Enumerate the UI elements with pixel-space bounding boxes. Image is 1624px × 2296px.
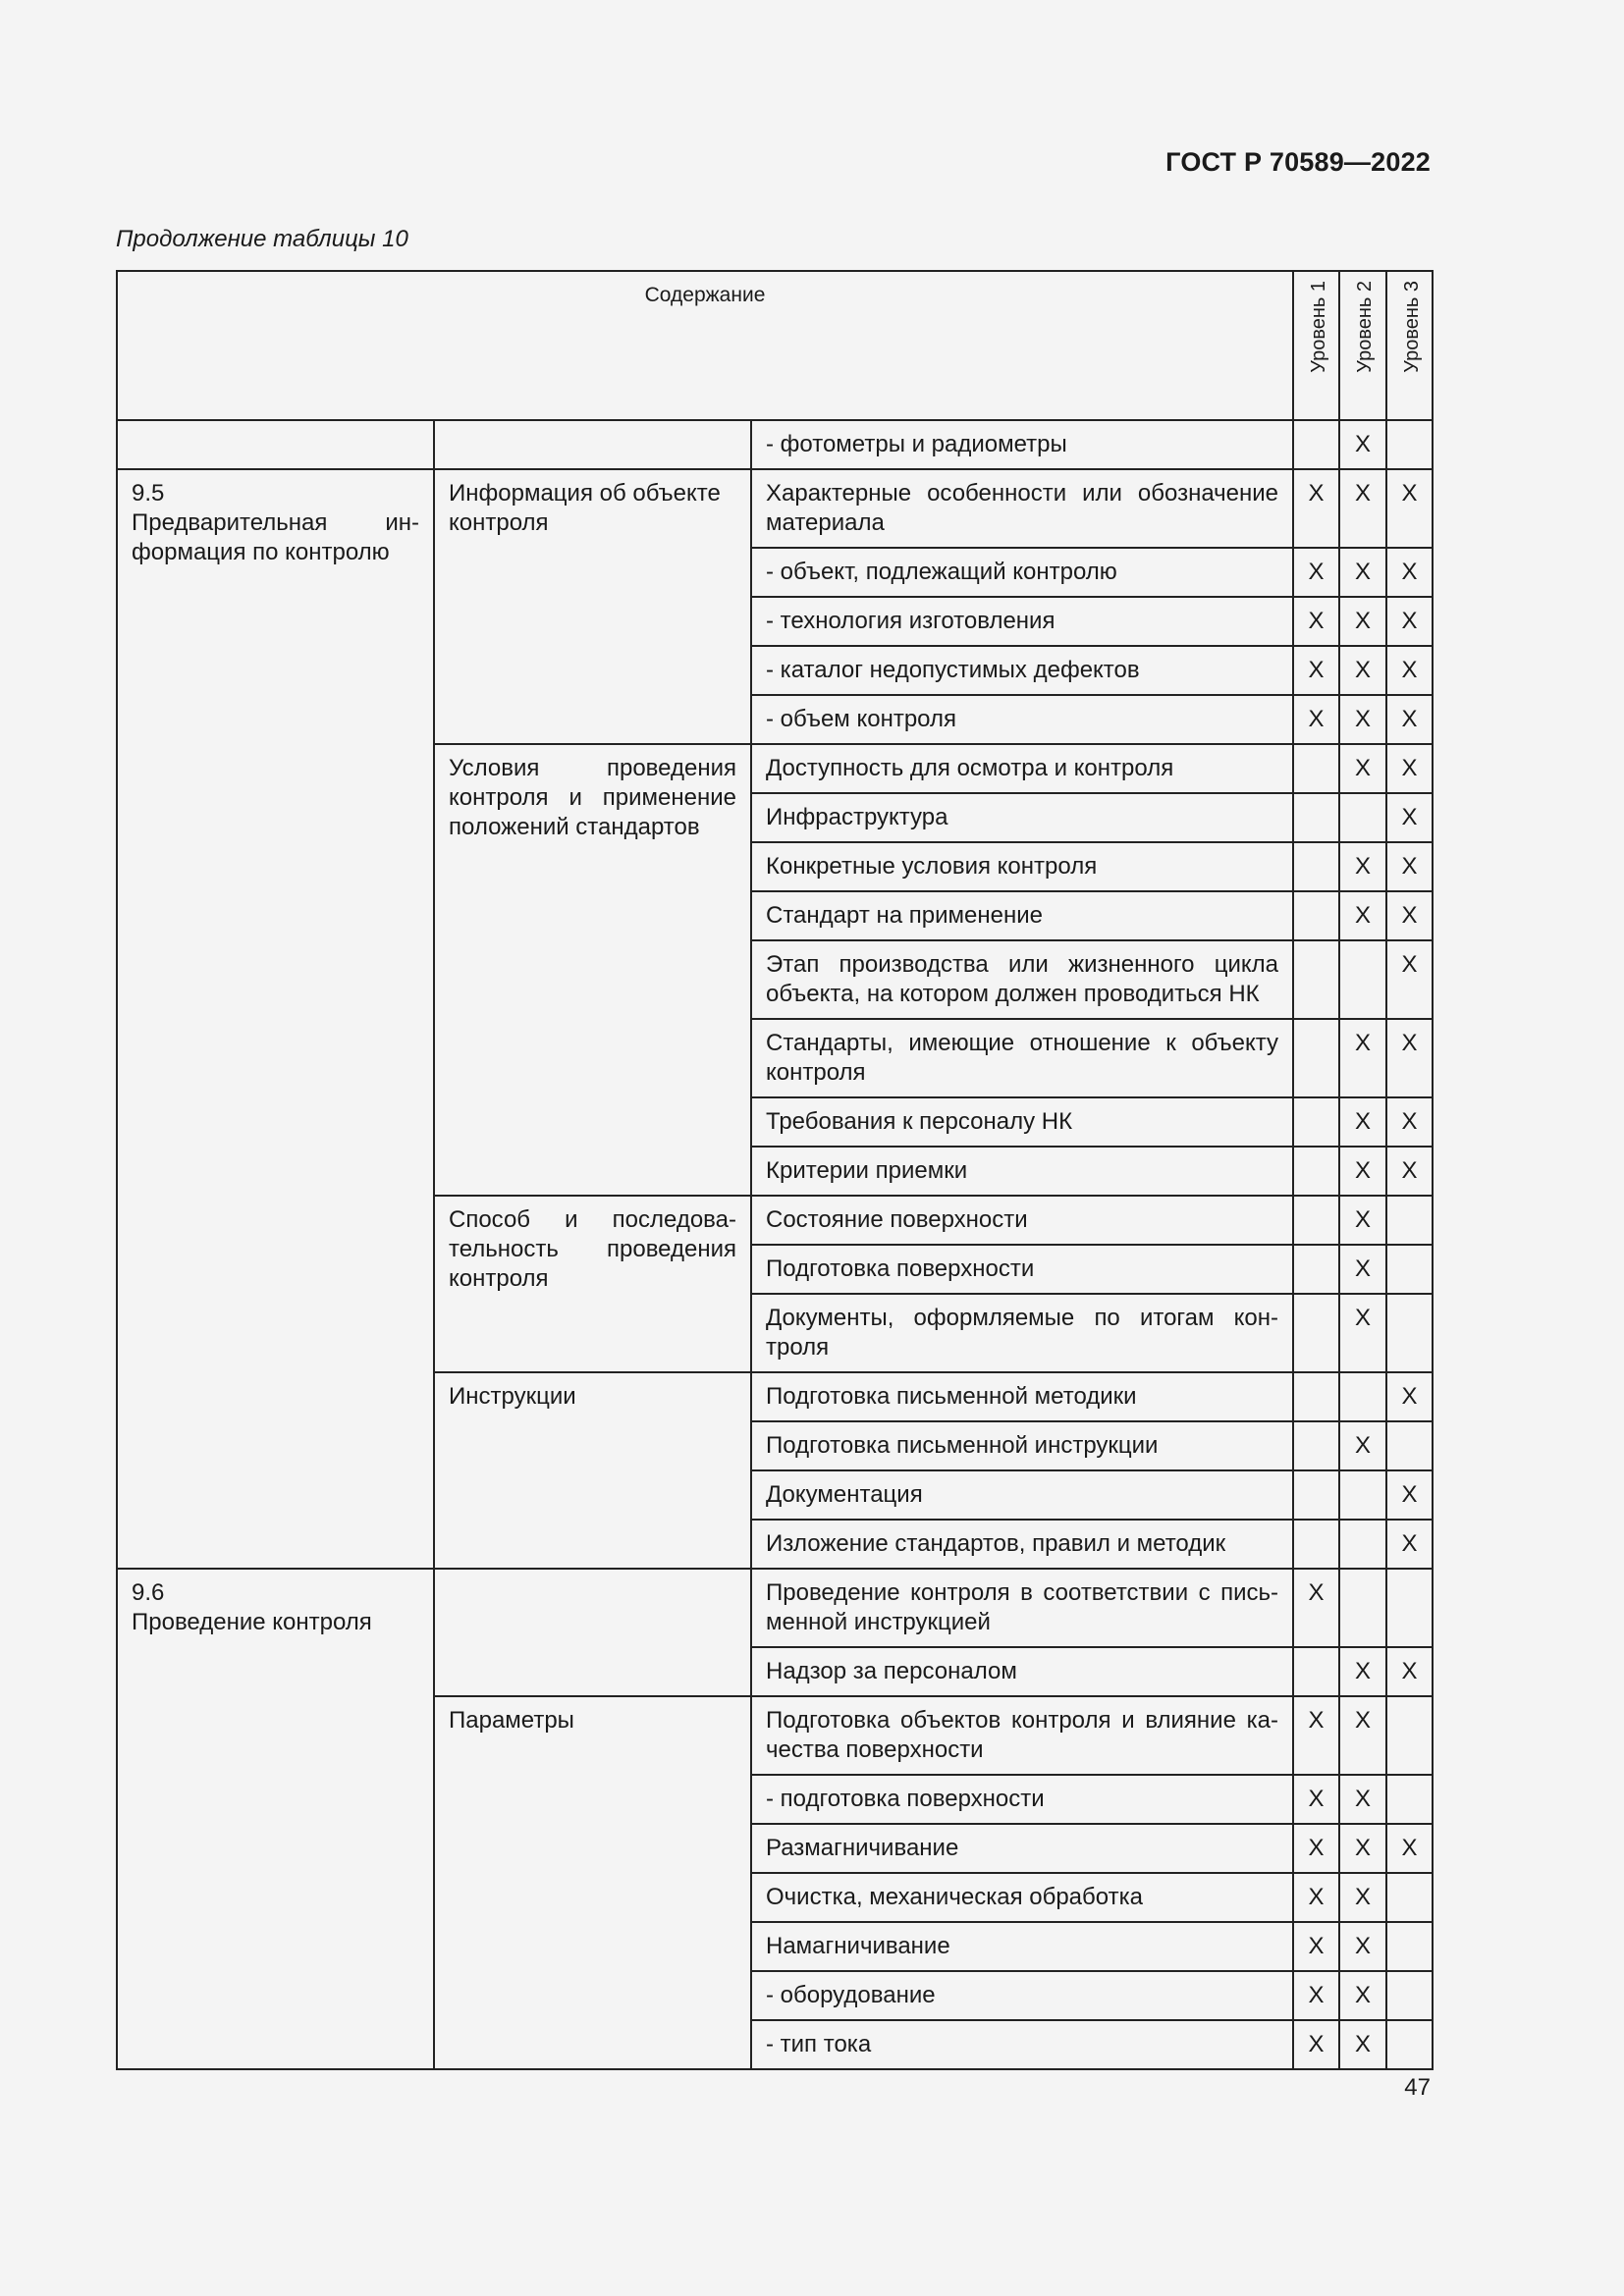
empty-cell — [434, 420, 751, 469]
item-cell: - оборудование — [751, 1971, 1293, 2020]
level-2-mark: X — [1339, 1873, 1386, 1922]
level-1-mark — [1293, 1372, 1339, 1421]
item-cell: - подготовка поверхности — [751, 1775, 1293, 1824]
level-3-mark: X — [1386, 597, 1433, 646]
item-cell: Подготовка поверхности — [751, 1245, 1293, 1294]
level-2-mark: X — [1339, 1971, 1386, 2020]
item-cell: Размагничивание — [751, 1824, 1293, 1873]
level-1-mark — [1293, 1196, 1339, 1245]
item-cell: - технология изготовления — [751, 597, 1293, 646]
level-2-mark: X — [1339, 1922, 1386, 1971]
header-row — [117, 271, 1433, 420]
item-cell: Инфраструктура — [751, 793, 1293, 842]
item-cell: Конкретные условия контроля — [751, 842, 1293, 891]
item-cell: Очистка, механическая обработка — [751, 1873, 1293, 1922]
level-1-mark — [1293, 1421, 1339, 1470]
level-2-mark: X — [1339, 1824, 1386, 1873]
table-row — [117, 469, 1433, 548]
level-3-mark: X — [1386, 1470, 1433, 1520]
section-9-6-cell — [117, 1569, 434, 2069]
level-3-mark — [1386, 1245, 1433, 1294]
item-cell: Этап производства или жизненного цикла объекта, на котором должен проводиться НК — [751, 940, 1293, 1019]
item-cell: Стандарт на применение — [751, 891, 1293, 940]
section-title: Проведение контроля — [132, 1609, 372, 1635]
level-1-mark: X — [1293, 469, 1339, 548]
level-2-mark: X — [1339, 646, 1386, 695]
level-3-mark: X — [1386, 1097, 1433, 1147]
level-3-mark — [1386, 420, 1433, 469]
level-2-mark: X — [1339, 1147, 1386, 1196]
level-3-mark — [1386, 1294, 1433, 1372]
level-1-mark: X — [1293, 646, 1339, 695]
table-caption: Продолжение таблицы 10 — [116, 226, 408, 252]
level-3-mark — [1386, 1696, 1433, 1775]
level-2-mark: X — [1339, 1647, 1386, 1696]
level-1-mark: X — [1293, 1922, 1339, 1971]
level-2-mark — [1339, 1569, 1386, 1647]
level-3-mark: X — [1386, 469, 1433, 548]
level-1-mark — [1293, 842, 1339, 891]
level-2-mark: X — [1339, 1196, 1386, 1245]
level-3-label: Уровень 3 — [1401, 281, 1424, 373]
table-row — [117, 420, 1433, 469]
level-3-mark: X — [1386, 646, 1433, 695]
level-2-mark: X — [1339, 2020, 1386, 2069]
level-1-mark — [1293, 1097, 1339, 1147]
level-1-mark: X — [1293, 1971, 1339, 2020]
item-cell: Стандарты, имеющие отношение к объекту контроля — [751, 1019, 1293, 1097]
level-3-mark — [1386, 1421, 1433, 1470]
section-number: 9.5 — [132, 480, 165, 507]
level-2-mark: X — [1339, 1097, 1386, 1147]
level-1-mark — [1293, 420, 1339, 469]
document-code: ГОСТ Р 70589—2022 — [1165, 147, 1431, 177]
level-1-mark — [1293, 940, 1339, 1019]
level-3-mark: X — [1386, 1147, 1433, 1196]
level-2-mark: X — [1339, 842, 1386, 891]
group-info-cell: Информация об объекте контроля — [434, 469, 751, 744]
level-2-mark: X — [1339, 1019, 1386, 1097]
level-2-mark: X — [1339, 1294, 1386, 1372]
item-cell: Документы, оформляемые по итогам кон-троля — [751, 1294, 1293, 1372]
section-title-line-1: Предварительная ин- — [132, 509, 419, 536]
level-2-mark — [1339, 940, 1386, 1019]
level-3-mark: X — [1386, 1824, 1433, 1873]
level-1-mark — [1293, 1019, 1339, 1097]
level-2-mark: X — [1339, 420, 1386, 469]
empty-group-cell — [434, 1569, 751, 1696]
level-1-mark — [1293, 1647, 1339, 1696]
item-cell: - объем контроля — [751, 695, 1293, 744]
level-3-mark — [1386, 1775, 1433, 1824]
item-cell: Подготовка письменной методики — [751, 1372, 1293, 1421]
level-1-mark — [1293, 891, 1339, 940]
level-2-mark: X — [1339, 1421, 1386, 1470]
header-level-1 — [1293, 271, 1339, 420]
level-1-mark — [1293, 1245, 1339, 1294]
empty-cell — [117, 420, 434, 469]
level-2-mark: X — [1339, 548, 1386, 597]
level-1-mark: X — [1293, 1775, 1339, 1824]
level-1-mark: X — [1293, 1873, 1339, 1922]
section-title-line-2: формация по контролю — [132, 539, 390, 565]
level-1-mark: X — [1293, 1696, 1339, 1775]
level-3-mark — [1386, 1873, 1433, 1922]
level-2-mark — [1339, 1470, 1386, 1520]
level-1-label: Уровень 1 — [1308, 281, 1330, 373]
level-2-mark: X — [1339, 597, 1386, 646]
level-1-mark: X — [1293, 597, 1339, 646]
item-cell: - каталог недопустимых дефектов — [751, 646, 1293, 695]
level-1-mark: X — [1293, 2020, 1339, 2069]
item-cell: Критерии приемки — [751, 1147, 1293, 1196]
level-2-mark: X — [1339, 1245, 1386, 1294]
item-cell: Требования к персоналу НК — [751, 1097, 1293, 1147]
level-2-mark: X — [1339, 744, 1386, 793]
level-3-mark: X — [1386, 1019, 1433, 1097]
level-2-label: Уровень 2 — [1354, 281, 1377, 373]
level-1-mark — [1293, 1520, 1339, 1569]
page-number: 47 — [1404, 2074, 1431, 2101]
level-3-mark: X — [1386, 744, 1433, 793]
section-number: 9.6 — [132, 1579, 165, 1606]
level-1-mark: X — [1293, 548, 1339, 597]
level-3-mark: X — [1386, 940, 1433, 1019]
level-3-mark: X — [1386, 1520, 1433, 1569]
item-cell: Характерные особенности или обозначение материала — [751, 469, 1293, 548]
level-1-mark — [1293, 1294, 1339, 1372]
level-2-mark: X — [1339, 1696, 1386, 1775]
level-3-mark: X — [1386, 1647, 1433, 1696]
group-instructions-cell: Инструкции — [434, 1372, 751, 1569]
table-row — [117, 1569, 1433, 1647]
item-cell: Документация — [751, 1470, 1293, 1520]
item-cell: Намагничивание — [751, 1922, 1293, 1971]
level-3-mark: X — [1386, 695, 1433, 744]
item-cell: Состояние поверхности — [751, 1196, 1293, 1245]
level-2-mark — [1339, 1520, 1386, 1569]
header-level-3 — [1386, 271, 1433, 420]
header-content: Содержание — [117, 271, 1293, 420]
level-3-mark: X — [1386, 1372, 1433, 1421]
level-2-mark: X — [1339, 469, 1386, 548]
level-1-mark: X — [1293, 695, 1339, 744]
item-cell: Подготовка письменной инструкции — [751, 1421, 1293, 1470]
level-1-mark — [1293, 744, 1339, 793]
level-3-mark: X — [1386, 548, 1433, 597]
level-3-mark — [1386, 1569, 1433, 1647]
header-level-2 — [1339, 271, 1386, 420]
level-3-mark — [1386, 1922, 1433, 1971]
level-1-mark — [1293, 793, 1339, 842]
level-2-mark: X — [1339, 891, 1386, 940]
level-1-mark — [1293, 1470, 1339, 1520]
item-cell: Проведение контроля в соответствии с пись-менной инструкцией — [751, 1569, 1293, 1647]
level-3-mark: X — [1386, 891, 1433, 940]
item-cell: - объект, подлежащий контролю — [751, 548, 1293, 597]
item-cell: - тип тока — [751, 2020, 1293, 2069]
level-3-mark: X — [1386, 842, 1433, 891]
item-cell: Надзор за персоналом — [751, 1647, 1293, 1696]
level-3-mark — [1386, 1971, 1433, 2020]
item-cell: Изложение стандартов, правил и методик — [751, 1520, 1293, 1569]
level-3-mark — [1386, 2020, 1433, 2069]
group-conditions-cell: Условия проведения контроля и применение положений стандартов — [434, 744, 751, 1196]
group-method-cell: Способ и последова-тельность проведения контроля — [434, 1196, 751, 1372]
requirements-table — [116, 270, 1434, 2070]
level-3-mark: X — [1386, 793, 1433, 842]
section-9-5-cell — [117, 469, 434, 1569]
level-2-mark: X — [1339, 1775, 1386, 1824]
level-3-mark — [1386, 1196, 1433, 1245]
level-1-mark: X — [1293, 1824, 1339, 1873]
level-1-mark: X — [1293, 1569, 1339, 1647]
group-parameters-cell: Параметры — [434, 1696, 751, 2069]
level-2-mark — [1339, 793, 1386, 842]
item-cell: - фотометры и радиометры — [751, 420, 1293, 469]
level-1-mark — [1293, 1147, 1339, 1196]
item-cell: Подготовка объектов контроля и влияние ка-чества поверхности — [751, 1696, 1293, 1775]
level-2-mark — [1339, 1372, 1386, 1421]
item-cell: Доступность для осмотра и контроля — [751, 744, 1293, 793]
level-2-mark: X — [1339, 695, 1386, 744]
